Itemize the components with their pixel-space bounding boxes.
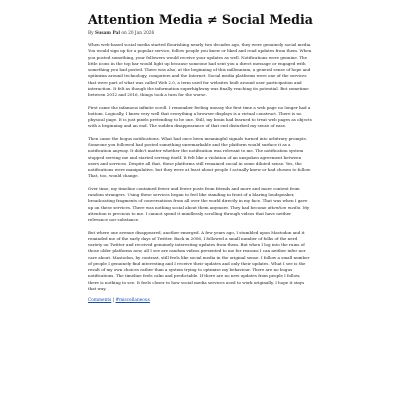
- comments-link[interactable]: Comments: [88, 298, 112, 304]
- paragraph-5: But where one avenue disappeared, another emerged. A few years ago, I stumbled upon Mastodon and it reminded me of the early days of Twitter. Back in 2006, I followed a small number of folks of the nerd variety on Twitter and received genuinely interesting updates from them. But when I log into the ruins of those older platforms now, all I see are random videos presented to me for reasons I can neither infer nor care about. Mastodon, by contrast, still feels like social media in the original sense. I follow a small number of people I genuinely find interesting and I receive their updates and only their updates. What I see is the result of my own choices rather than a system trying to optimise my behaviour. There are no bogus notifications. The timeline feels calm and predictable. If there are no new updates from people I follow, there is nothing to see. It feels closer to how social media services used to work originally. I hope it stays that way.: [88, 229, 310, 291]
- tag-link-miscellaneous[interactable]: #miscellaneous: [115, 298, 150, 304]
- byline-on: on: [121, 31, 127, 36]
- author-name: Susam Pal: [94, 31, 120, 36]
- paragraph-2: First came the infamous infinite scroll. I remember feeling uneasy the first time a web page no longer had a bottom. Logically, I knew very well that everything a browser displays is a virtual construct. There is no physical page. It is just pixels pretending to be one. Still, my brain had learned to treat web pages as objects with a beginning and an end. The sudden disappearance of that end disturbed my sense of ease.: [88, 104, 312, 129]
- post-date: 20 Jan 2026: [128, 31, 155, 36]
- page-title: Attention Media ≠ Social Media: [88, 12, 313, 27]
- post-footer: [88, 298, 312, 304]
- byline: [88, 31, 312, 37]
- byline-prefix: By: [88, 31, 94, 36]
- emphasis-attention-media: attention media: [267, 204, 301, 210]
- paragraph-4: Over time, my timeline contained fewer and fewer posts from friends and more and more content from random strangers. Using these services began to feel like standing in front of a blaring loudspeaker, broadcasting fragments of conversations from all over the world directly in my face. That was when I gave up on these services. There was nothing social about them anymore. They had become attention media. My attention is precious to me. I cannot spend it mindlessly scrolling through videos that have neither relevance nor substance.: [88, 185, 310, 223]
- paragraph-1: When web-based social media started flourishing nearly two decades ago, they were genuinely social media. You would sign up for a popular service, follow people you knew or liked and read updates from them. When you posted something, your followers would receive your updates as well. Notifications were genuine. The little icons in the top bar would light up because someone had sent you a direct message or engaged with something you had posted. There was also, at the beginning of this millennium, a general sense of hope and optimism around technology, computers and the Internet. Social media platforms were one of the services that were part of what was called Web 2.0, a term used for websites built around user participation and interaction. It felt as though the information superhighway was finally reaching its potential. But sometime between 2012 and 2016, things took a turn for the worse.: [88, 42, 312, 97]
- footer-separator: |: [112, 298, 115, 304]
- paragraph-3: Then came the bogus notifications. What had once been meaningful signals turned into arbitrary prompts. Someone you followed had posted something unremarkable and the platform would surface it as a notification anyway. It didn't matter whether the notification was relevant to me. The notification system stopped serving me and started serving itself. It felt like a violation of an unspoken agreement between users and services. Despite all that, these platforms still remained social in some diluted sense. Yes, the notifications were manipulative, but they were at least about people I actually knew or had chosen to follow. That, too, would change.: [88, 135, 311, 179]
